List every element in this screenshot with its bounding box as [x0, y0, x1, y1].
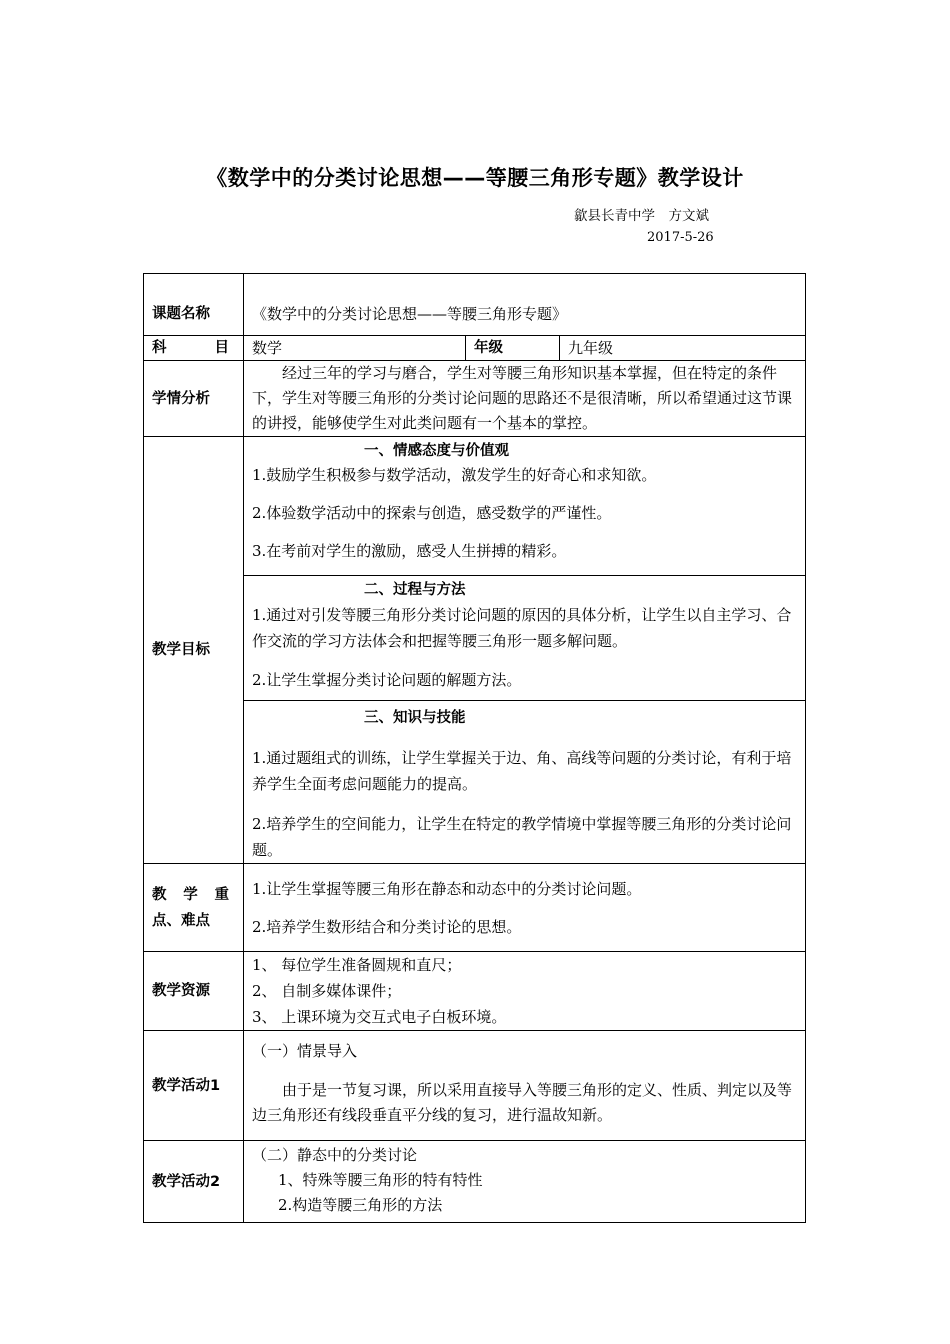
value-activity1: [244, 1031, 806, 1141]
activity1-text: 由于是一节复习课，所以采用直接导入等腰三角形的定义、性质、判定以及等边三角形还有线段垂直平分线的复习，进行温故知新。: [252, 1081, 793, 1124]
label-subject-b: 目: [214, 340, 229, 356]
label-activity1: 教学活动1: [144, 1031, 244, 1141]
row-goals-3: [144, 701, 806, 864]
row-analysis: [144, 361, 806, 437]
value-keypoints: [244, 864, 806, 952]
document-title: 《数学中的分类讨论思想——等腰三角形专题》教学设计: [206, 166, 744, 190]
goals-heading-1: 一、情感态度与价值观: [364, 443, 509, 459]
goals-section-1: [244, 437, 806, 576]
goals-heading-2: 二、过程与方法: [364, 582, 466, 598]
analysis-text: 经过三年的学习与磨合，学生对等腰三角形知识基本掌握，但在特定的条件下，学生对等腰三角形的分类讨论问题的思路还不是很清晰，所以希望通过这节课的讲授，能够使学生对此类问题有一个基本的掌控。: [252, 364, 793, 432]
label-keypoints-a: 教: [152, 886, 167, 903]
value-activity2: [244, 1141, 806, 1223]
value-grade: 九年级: [560, 336, 806, 361]
row-subject: [144, 336, 806, 361]
label-keypoints-b: 学: [183, 886, 198, 903]
activity2-item: 1、特殊等腰三角形的特有特性: [278, 1171, 483, 1189]
label-keypoints-c: 重: [214, 886, 229, 903]
label-analysis: 学情分析: [144, 361, 244, 437]
goals-item: 1.通过题组式的训练，让学生掌握关于边、角、高线等问题的分类讨论，有利于培养学生全面考虑问题能力的提高。: [252, 749, 792, 793]
label-topic: 课题名称: [144, 274, 244, 336]
goals-item: 2.让学生掌握分类讨论问题的解题方法。: [252, 671, 522, 689]
goals-heading-3: 三、知识与技能: [364, 710, 466, 726]
row-keypoints: [144, 864, 806, 952]
label-subject: [144, 336, 244, 361]
label-goals: 教学目标: [144, 437, 244, 864]
label-grade: 年级: [466, 336, 560, 361]
label-resources: 教学资源: [144, 952, 244, 1031]
resource-item: 1、 每位学生准备圆规和直尺；: [252, 956, 462, 974]
goals-item: 3.在考前对学生的激励，感受人生拼搏的精彩。: [252, 542, 567, 560]
goals-item: 1.通过对引发等腰三角形分类讨论问题的原因的具体分析，让学生以自主学习、合作交流的学习方法体会和把握等腰三角形一题多解问题。: [252, 606, 792, 650]
row-goals-2: [144, 576, 806, 701]
date-line: 2017-5-26: [647, 230, 714, 245]
lesson-plan-table: [143, 273, 806, 1223]
goals-section-2: [244, 576, 806, 701]
activity1-heading: （一）情景导入: [252, 1042, 358, 1060]
row-resources: [144, 952, 806, 1031]
row-goals-1: [144, 437, 806, 576]
goals-item: 2.培养学生的空间能力，让学生在特定的教学情境中掌握等腰三角形的分类讨论问题。: [252, 815, 792, 859]
value-analysis: [244, 361, 806, 437]
label-subject-a: 科: [152, 340, 167, 356]
activity2-heading: （二）静态中的分类讨论: [252, 1146, 418, 1164]
activity2-item: 2.构造等腰三角形的方法: [278, 1196, 443, 1214]
keypoint-item: 1.让学生掌握等腰三角形在静态和动态中的分类讨论问题。: [252, 879, 642, 898]
row-activity2: [144, 1141, 806, 1223]
label-activity2: 教学活动2: [144, 1141, 244, 1223]
label-keypoints-d: 点、难点: [152, 912, 210, 929]
goals-item: 1.鼓励学生积极参与数学活动，激发学生的好奇心和求知欲。: [252, 466, 657, 484]
goals-section-3: [244, 701, 806, 864]
keypoint-item: 2.培养学生数形结合和分类讨论的思想。: [252, 917, 522, 936]
label-keypoints: [144, 864, 244, 952]
value-subject: 数学: [244, 336, 466, 361]
value-resources: [244, 952, 806, 1031]
row-topic: [144, 274, 806, 336]
author-line: 歙县长青中学 方文斌: [574, 208, 709, 224]
resource-item: 3、 上课环境为交互式电子白板环境。: [252, 1008, 507, 1026]
resource-item: 2、 自制多媒体课件；: [252, 982, 402, 1000]
value-topic: 《数学中的分类讨论思想——等腰三角形专题》: [244, 274, 806, 336]
row-activity1: [144, 1031, 806, 1141]
goals-item: 2.体验数学活动中的探索与创造，感受数学的严谨性。: [252, 504, 612, 522]
